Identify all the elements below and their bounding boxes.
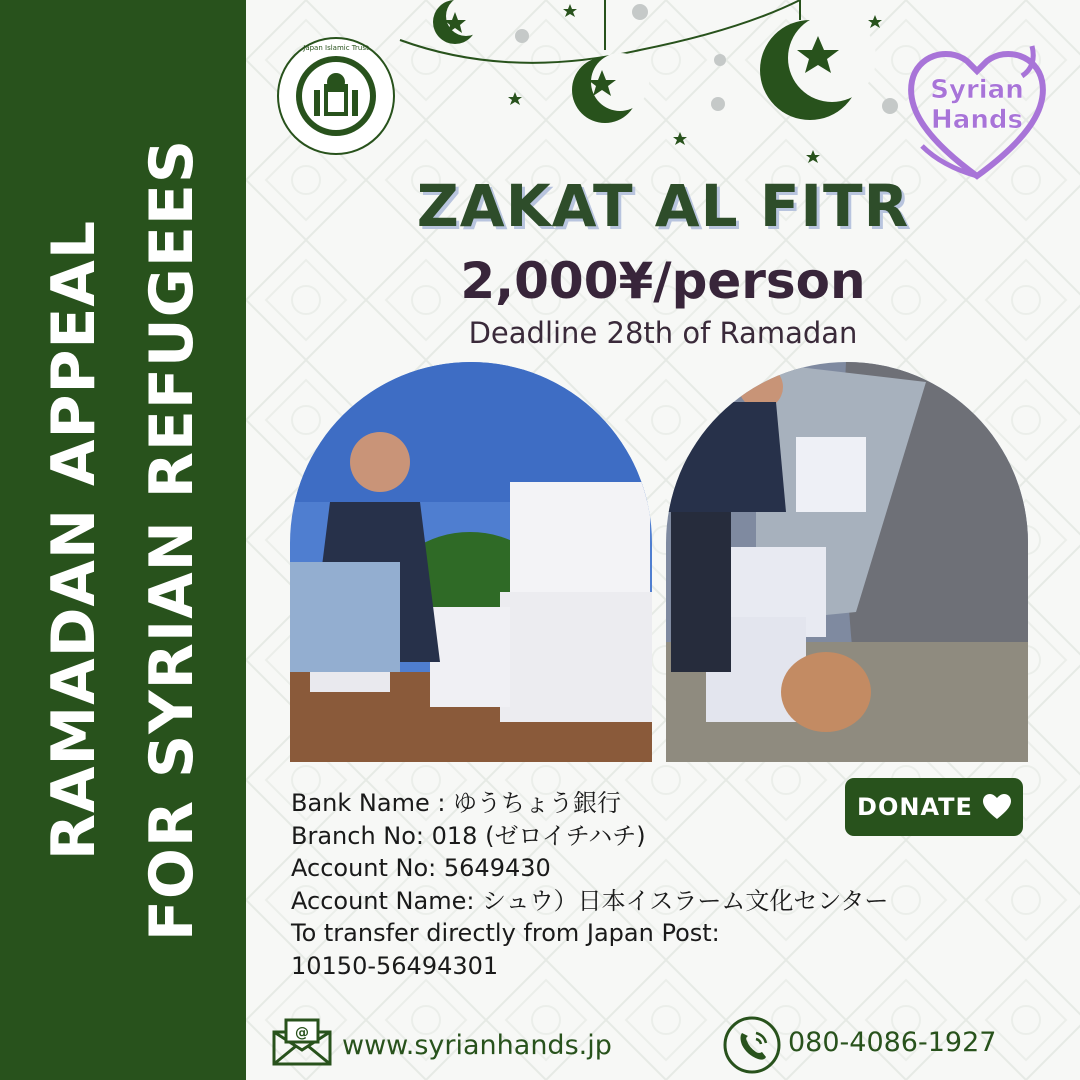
transfer-note: To transfer directly from Japan Post: [291, 919, 720, 947]
crescent-stars-decoration [380, 0, 920, 170]
svg-text:Japan Islamic Trust: Japan Islamic Trust [303, 44, 369, 52]
branch-number: Branch No: 018 (ゼロイチハチ) [291, 821, 646, 850]
heart-icon [983, 794, 1011, 820]
bank-name: Bank Name : ゆうちょう銀行 [291, 789, 622, 817]
email-icon [272, 1018, 332, 1066]
japan-islamic-trust-logo [276, 36, 396, 156]
donate-label: DONATE [857, 793, 973, 821]
syrian-hands-logo-line2: Hands [931, 105, 1023, 135]
sidebar-line-1: RAMADAN APPEAL [39, 219, 109, 861]
bank-details [291, 787, 888, 982]
sidebar-line-2: FOR SYRIAN REFUGEES [137, 138, 207, 942]
website-link[interactable]: www.syrianhands.jp [342, 1030, 612, 1061]
zakat-title: ZAKAT AL FITR [416, 172, 910, 240]
sidebar-heading [25, 139, 221, 941]
photo-aid-delivery-tent [666, 362, 1028, 762]
phone-number: 080-4086-1927 [788, 1027, 997, 1058]
svg-text:@: @ [295, 1025, 309, 1041]
sidebar [0, 0, 246, 1080]
syrian-hands-logo-line1: Syrian [930, 75, 1024, 105]
transfer-number: 10150-56494301 [291, 951, 499, 980]
syrian-hands-logo [902, 36, 1052, 188]
deadline-text: Deadline 28th of Ramadan [468, 316, 858, 350]
donate-button[interactable] [845, 778, 1023, 836]
phone-icon [722, 1015, 782, 1075]
photo-aid-boxes-outdoor [290, 362, 652, 762]
account-number: Account No: 5649430 [291, 854, 551, 882]
price-per-person: 2,000¥/person [460, 252, 866, 310]
account-name: Account Name: シュウ）日本イスラーム文化センター [291, 886, 889, 915]
